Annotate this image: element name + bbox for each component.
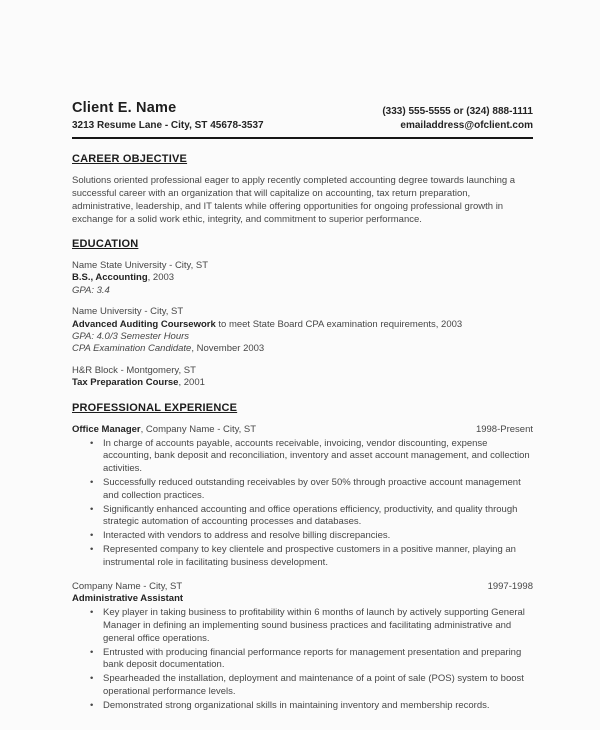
client-phone: (333) 555-5555 or (324) 888-1111: [382, 106, 533, 117]
job-title-line: [72, 423, 256, 436]
job-company: , Company Name - City, ST: [140, 423, 257, 435]
job-header: [72, 423, 533, 436]
program-line: [72, 272, 533, 284]
cpa-candidate: CPA Examination Candidate: [72, 343, 192, 355]
job-bullet: • Successfully reduced outstanding receivables by over 50% through proactive account management and collection practices.: [72, 477, 533, 503]
header-left: [72, 100, 264, 132]
job-bullet: • In charge of accounts payable, accounts receivable, invoicing, vendor discounting, expense accounting, bank deposit and reconciliation, inventory and asset account management, and collection activities.: [72, 438, 533, 476]
program-year: , 2001: [178, 377, 205, 389]
gpa-line: GPA: 3.4: [72, 284, 110, 296]
section-heading-education: EDUCATION: [72, 238, 139, 250]
program-year: , 2003: [147, 272, 175, 284]
section-heading-professional-experience: PROFESSIONAL EXPERIENCE: [72, 401, 238, 414]
career-objective-text: Solutions oriented professional eager to apply recently completed accounting degree towards launching a successful career with an organization that will capitalize on accounting, tax return preparation, administrative, leadership, and IT talents while offering opportunities for ongoing professional growth in exchange for a solid work ethic, integrity, and commitment to superior performance.: [72, 175, 516, 225]
program-title: Advanced Auditing Coursework: [72, 318, 216, 330]
cpa-candidate-line: [72, 343, 533, 355]
cpa-date: , November 2003: [191, 343, 265, 355]
education-entry: [72, 260, 533, 297]
gpa-line: GPA: 4.0/3 Semester Hours: [72, 331, 190, 343]
program-line: [72, 377, 533, 389]
job-bullet: • Entrusted with producing financial performance reports for management presentation and preparing bank deposit documentation.: [72, 647, 533, 673]
job-bullet-list: [72, 438, 533, 570]
header-divider: [72, 137, 533, 139]
section-heading-career-objective: CAREER OBJECTIVE: [72, 153, 188, 165]
program-title: B.S., Accounting: [72, 272, 148, 284]
job-entry: [72, 580, 533, 713]
client-email: emailaddress@ofclient.com: [400, 120, 533, 131]
job-bullet: • Significantly enhanced accounting and office operations efficiency, productivity, and quality through strategic automation of accounting processes and databases.: [72, 504, 533, 530]
school-name: H&R Block - Montgomery, ST: [72, 364, 196, 376]
program-detail: to meet State Board CPA examination requirements, 2003: [215, 318, 463, 330]
job-dates: 1998-Present: [475, 423, 533, 435]
job-title: Administrative Assistant: [72, 592, 184, 604]
job-bullet: • Demonstrated strong organizational skills in maintaining inventory and membership records.: [72, 700, 533, 713]
client-name: Client E. Name: [72, 100, 177, 116]
program-title: Tax Preparation Course: [72, 377, 179, 389]
job-company: Company Name - City, ST: [72, 580, 183, 592]
job-bullet: • Spearheaded the installation, deployment and maintenance of a point of sale (POS) system to boost operational performance levels.: [72, 673, 533, 699]
job-title: Office Manager: [72, 423, 141, 435]
school-name: Name State University - City, ST: [72, 260, 209, 271]
job-header: [72, 580, 533, 593]
job-entry: [72, 423, 533, 570]
job-dates: 1997-1998: [487, 580, 533, 592]
program-line: [72, 319, 533, 331]
job-bullet-list: [72, 607, 533, 712]
client-address: 3213 Resume Lane - City, ST 45678-3537: [72, 120, 264, 131]
resume-header: [72, 100, 533, 132]
job-bullet: • Represented company to key clientele and prospective customers in a positive manner, playing an instrumental role in facilitating business development.: [72, 544, 533, 570]
school-name: Name University - City, ST: [72, 306, 184, 318]
education-entry: [72, 365, 533, 390]
education-entry: [72, 306, 533, 356]
job-bullet: • Interacted with vendors to address and resolve billing discrepancies.: [72, 530, 533, 543]
header-right: [382, 104, 533, 132]
job-bullet: • Key player in taking business to profitability within 6 months of launch by actively supporting General Manager in defining an implementing sound business practices and facilitating administrative and general office operations.: [72, 607, 533, 645]
